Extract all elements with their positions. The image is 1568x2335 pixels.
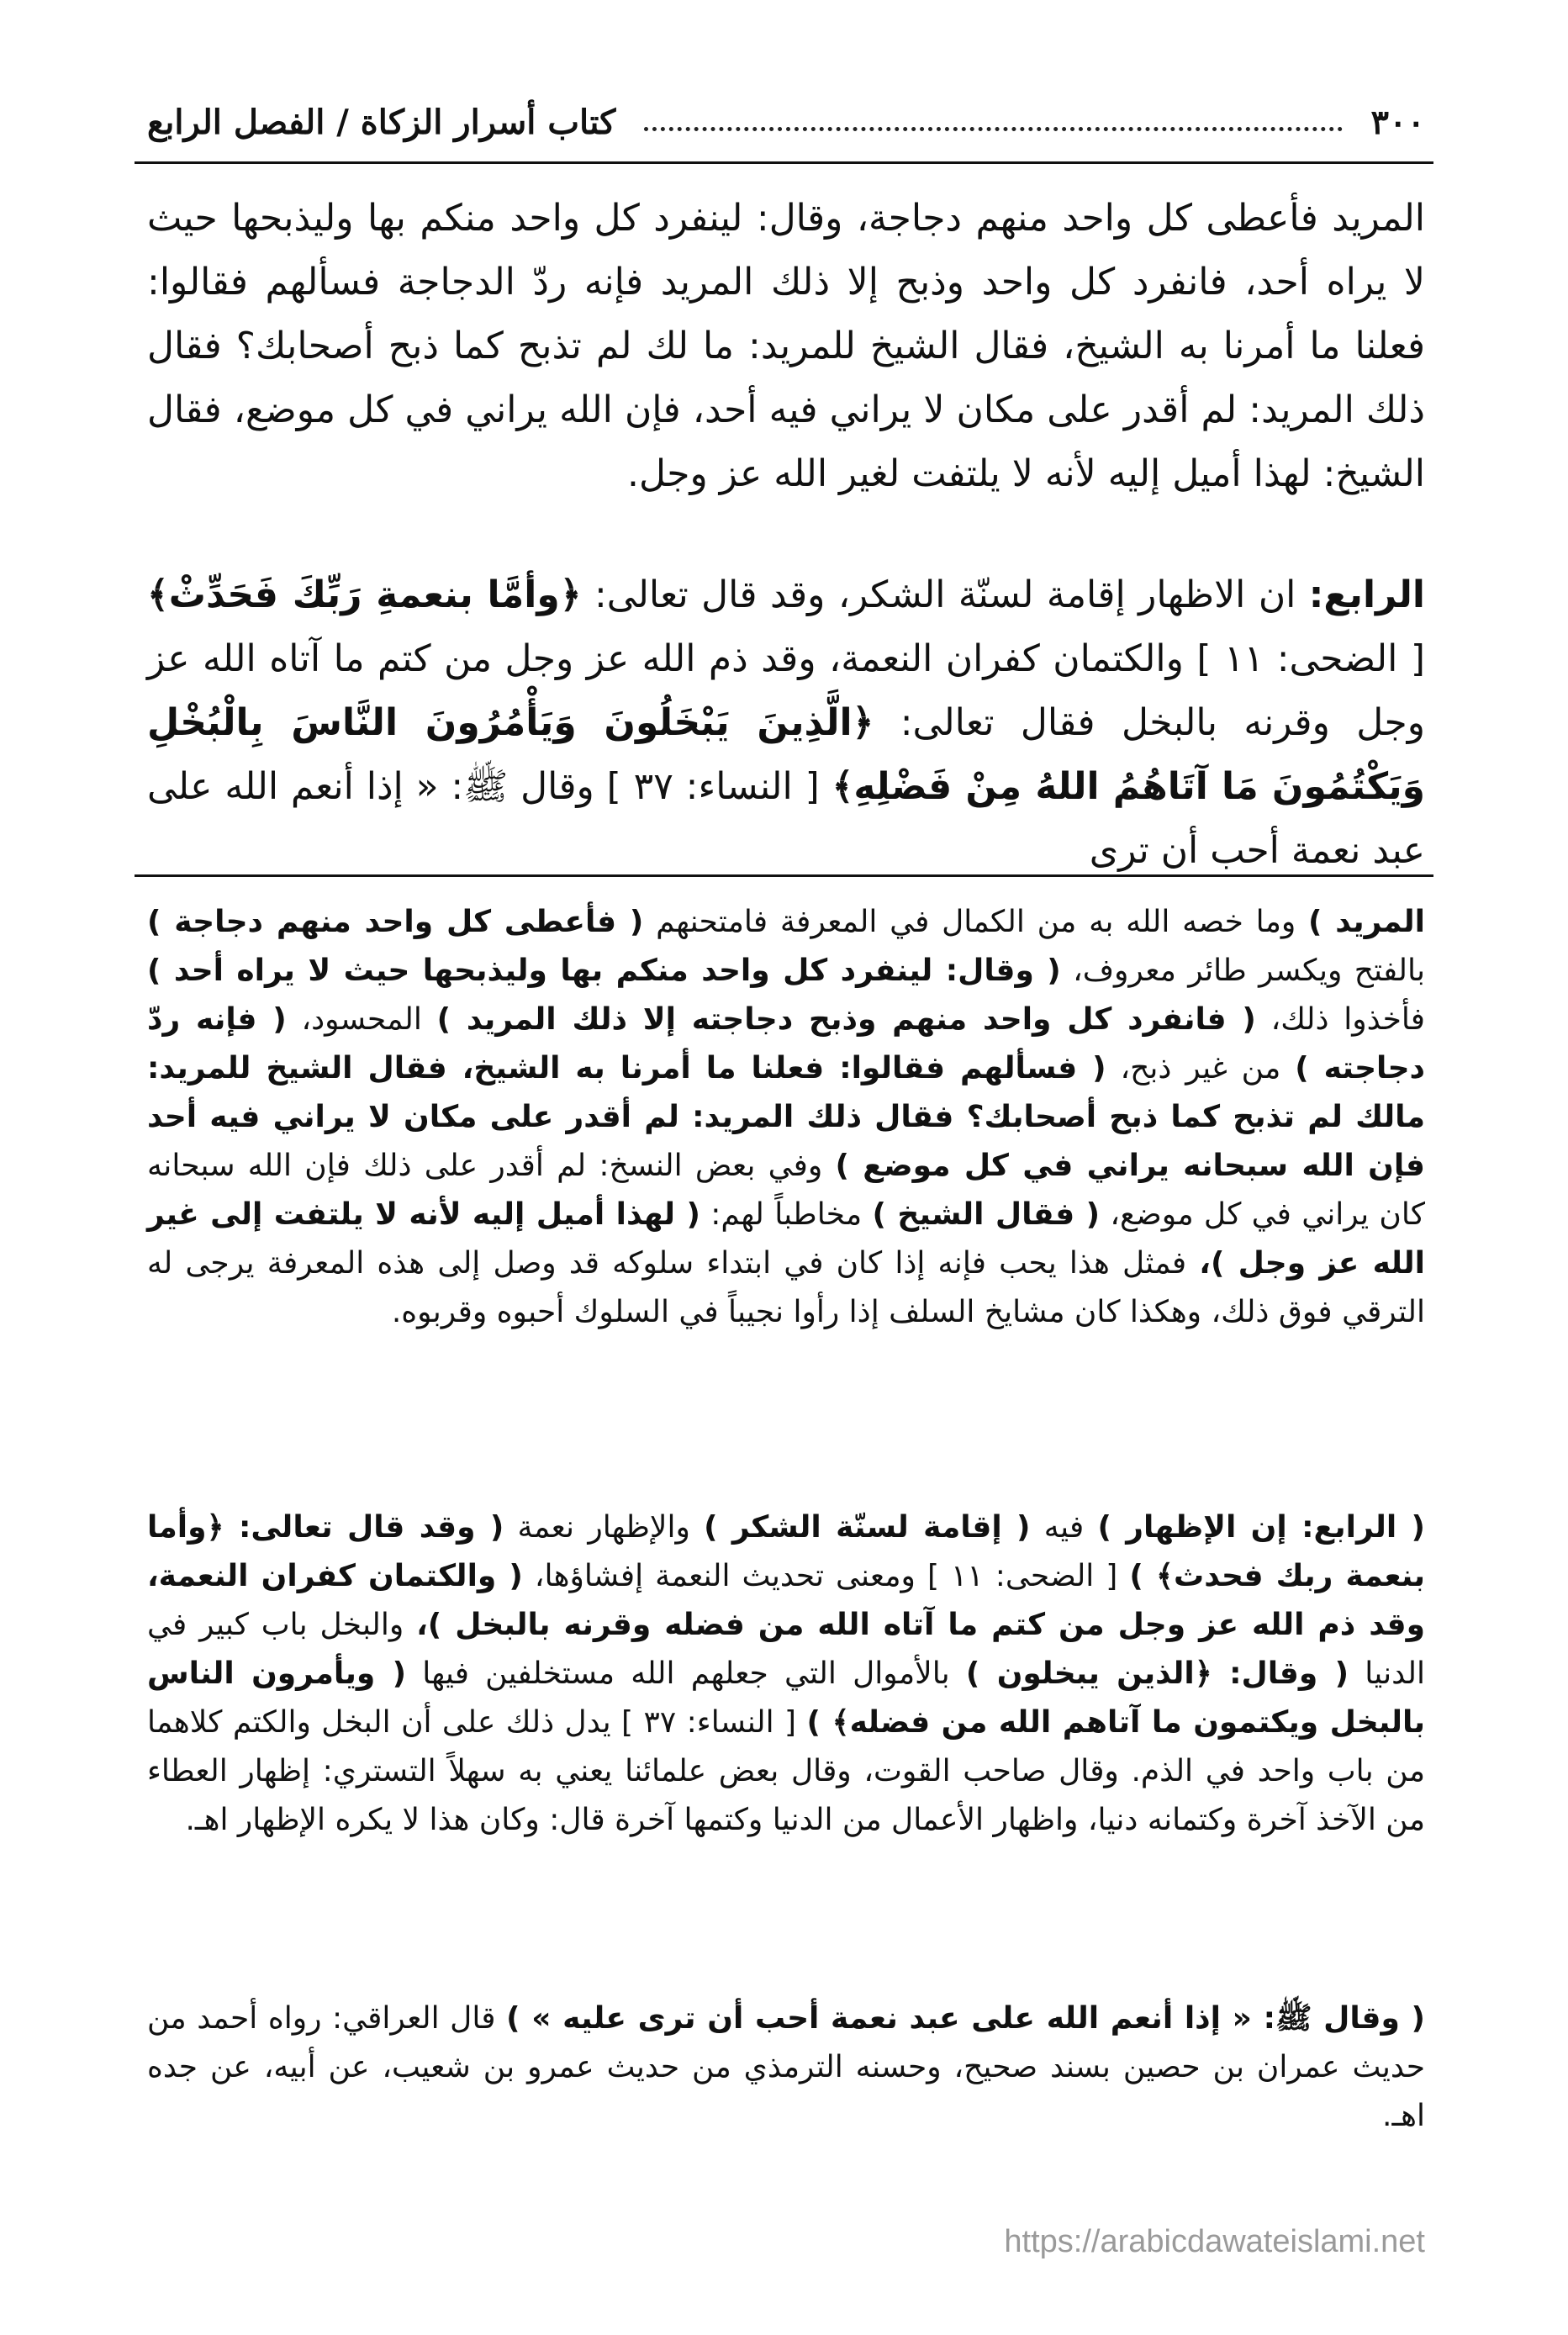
commentary-text: فيه bbox=[1030, 1510, 1098, 1545]
commentary-lemma: ( فسألهم فقالوا: فعلنا ما أمرنا به الشيخ، فقال الشيخ للمريد: مالك لم تذبح كما ذبح أصحابك؟ فقال ذلك المريد: لم أقدر على مكان لا يراني فيه أحد فإن الله سبحانه يراني في كل موضع ) bbox=[147, 1051, 1425, 1183]
main-paragraph-2 bbox=[147, 563, 1425, 883]
commentary-text: وما خصه الله به من الكمال في المعرفة فامتحنهم bbox=[643, 905, 1309, 939]
commentary-text: قال العراقي: رواه أحمد من حديث عمران بن حصين بسند صحيح، وحسنه الترمذي من حديث عمرو بن شعيب، عن أبيه، عن جده اهـ. bbox=[147, 2001, 1425, 2133]
commentary-block-1 bbox=[147, 898, 1425, 1337]
quran-verse: ﴿وأمَّا بنعمةِ رَبِّكَ فَحَدِّثْ﴾ bbox=[147, 573, 582, 616]
commentary-lemma: المريد ) bbox=[1308, 905, 1426, 939]
commentary-lemma: ( الرابع: إن الإظهار ) bbox=[1097, 1510, 1426, 1545]
commentary-lemma: ( وقال: لينفرد كل واحد منكم بها وليذبحها حيث لا يراه أحد ) bbox=[147, 954, 1061, 988]
commentary-text: مخاطباً لهم: bbox=[700, 1197, 873, 1232]
commentary-text: والإظهار نعمة bbox=[504, 1510, 705, 1545]
commentary-text: [ الضحى: ١١ ] ومعنى تحديث النعمة إفشاؤها، bbox=[522, 1559, 1130, 1593]
commentary-lemma: ( فقال الشيخ ) bbox=[872, 1197, 1101, 1232]
commentary-text: فمثل هذا يحب فإنه إذا كان في ابتداء سلوكه قد وصل إلى هذه المعرفة يرجى له الترقي فوق ذلك، وهكذا كان مشايخ السلف إذا رأوا نجيباً في السلوك أحبوه وقربوه. bbox=[147, 1246, 1425, 1329]
commentary-lemma: ( فأعطى كل واحد منهم دجاجة ) bbox=[147, 905, 644, 939]
commentary-lemma: ( وقال: ﴿الذين يبخلون ) bbox=[965, 1656, 1349, 1691]
main-paragraph-1: المريد فأعطى كل واحد منهم دجاجة، وقال: لينفرد كل واحد منكم بها وليذبحها حيث لا يراه أحد، فانفرد كل واحد وذبح إلا ذلك المريد فإنه ردّ الدجاجة فسألهم فقالوا: فعلنا ما أمرنا به الشيخ، فقال الشيخ للمريد: ما لك لم تذبح كما ذبح أصحابك؟ فقال ذلك المريد: لم أقدر على مكان لا يراني فيه أحد، فإن الله يراني في كل موضع، فقال الشيخ: لهذا أميل إليه لأنه لا يلتفت لغير الله عز وجل. bbox=[147, 197, 1425, 495]
header-rule bbox=[135, 161, 1433, 164]
commentary-text: من غير ذبح، bbox=[1106, 1051, 1296, 1086]
watermark-url: https://arabicdawateislami.net bbox=[1004, 2224, 1425, 2259]
commentary-text: المحسود، bbox=[286, 1002, 437, 1037]
commentary-text: وفي بعض النسخ: لم أقدر على ذلك فإن الله سبحانه كان يراني في كل موضع، bbox=[147, 1149, 1425, 1232]
commentary-lemma: ( فانفرد كل واحد منهم وذبح دجاجته إلا ذلك المريد ) bbox=[436, 1002, 1256, 1037]
commentary-lemma: ( والكتمان كفران النعمة، وقد ذم الله عز وجل من كتم ما آتاه الله من فضله وقرنه بالبخل )، bbox=[147, 1559, 1425, 1642]
commentary-lemma: ( إقامة لسنّة الشكر ) bbox=[704, 1510, 1031, 1545]
commentary-text: بالفتح ويكسر طائر معروف، bbox=[1060, 954, 1425, 988]
commentary-lemma: ( ويأمرون الناس بالبخل ويكتمون ما آتاهم الله من فضله﴾ ) bbox=[147, 1656, 1425, 1740]
main-text-run: [ النساء: ٣٧ ] وقال ﷺ: « إذا أنعم الله على عبد نعمة أحب أن ترى bbox=[147, 765, 1425, 872]
page-header bbox=[147, 92, 1425, 151]
commentary-text: والبخل باب كبير في الدنيا bbox=[147, 1608, 1426, 1691]
commentary-text: [ النساء: ٣٧ ] يدل ذلك على أن البخل والكتم كلاهما من باب واحد في الذم. وقال صاحب القوت، وقال بعض علمائنا يعني به سهلاً التستري: إظهار العطاء من الآخذ آخرة وكتمانه دنيا، واظهار الأعمال من الدنيا وكتمها آخرة قال: وكان هذا لا يكره الإظهار اهـ. bbox=[147, 1705, 1425, 1837]
commentary-lemma: ( وقد قال تعالى: ﴿وأما بنعمة ربك فحدث﴾ ) bbox=[147, 1510, 1426, 1593]
commentary-divider bbox=[135, 874, 1433, 877]
running-title: كتاب أسرار الزكاة / الفصل الرابع bbox=[147, 102, 616, 142]
commentary-lemma: ( لهذا أميل إليه لأنه لا يلتفت إلى غير الله عز وجل )، bbox=[147, 1197, 1425, 1281]
page-number: ٣٠٠ bbox=[1370, 102, 1425, 142]
paragraph-lead: الرابع: bbox=[1308, 573, 1426, 616]
commentary-block-2 bbox=[147, 1503, 1425, 1845]
main-text-run: [ الضحى: ١١ ] والكتمان كفران النعمة، وقد ذم الله عز وجل من كتم ما آتاه الله عز وجل وقرنه بالبخل فقال تعالى: bbox=[147, 637, 1425, 744]
commentary-text: بالأموال التي جعلهم الله مستخلفين فيها bbox=[406, 1656, 966, 1691]
commentary-lemma: ( فإنه ردّ دجاجته ) bbox=[147, 1002, 1425, 1086]
header-dot-leader bbox=[644, 127, 1342, 131]
commentary-text: فأخذوا ذلك، bbox=[1255, 1002, 1425, 1037]
quran-verse: ﴿الَّذِينَ يَبْخَلُونَ وَيَأْمُرُونَ النَّاسَ بِالْبُخْلِ وَيَكْتُمُونَ مَا آتَاهُمُ اللهُ مِنْ فَضْلِهِ﴾ bbox=[147, 701, 1425, 808]
commentary-block-3 bbox=[147, 1994, 1425, 2141]
commentary-lemma: ( وقال ﷺ: « إذا أنعم الله على عبد نعمة أحب أن ترى عليه » ) bbox=[506, 2001, 1425, 2036]
main-text-run: ان الاظهار إقامة لسنّة الشكر، وقد قال تعالى: bbox=[581, 573, 1309, 616]
